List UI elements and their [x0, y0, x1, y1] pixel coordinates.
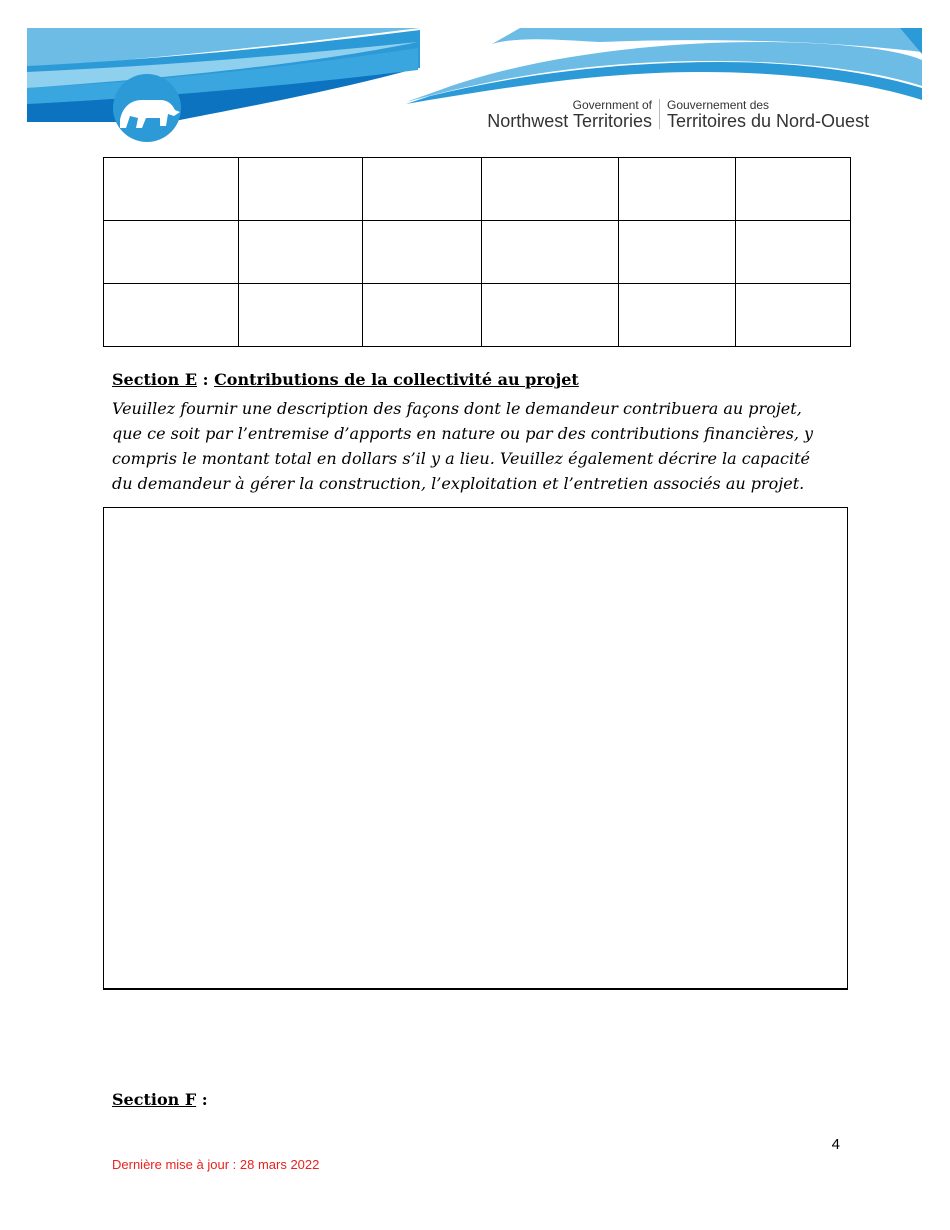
section-e-heading	[112, 370, 579, 389]
gov-en-small: Government of	[572, 98, 652, 112]
table-cell[interactable]	[482, 284, 619, 347]
gov-en-name: Northwest Territories	[487, 111, 652, 131]
table-cell[interactable]	[104, 158, 239, 221]
table-cell[interactable]	[619, 221, 736, 284]
table-cell[interactable]	[239, 284, 363, 347]
page-number: 4	[831, 1136, 840, 1153]
table-cell[interactable]	[104, 221, 239, 284]
table-cell[interactable]	[363, 221, 482, 284]
section-e-answer-box[interactable]	[103, 507, 848, 990]
table-cell[interactable]	[239, 221, 363, 284]
table-cell[interactable]	[736, 284, 851, 347]
gov-fr-name: Territoires du Nord-Ouest	[667, 111, 870, 131]
section-f-separator: :	[196, 1090, 208, 1109]
table-cell[interactable]	[363, 158, 482, 221]
section-e-separator: :	[197, 370, 215, 389]
section-e-instructions: Veuillez fournir une description des façons dont le demandeur contribuera au projet, que ce soit par l’entremise d’apports en nature ou par des contributions financières, y compris le montant total en dollars s’il y a lieu. Veuillez également décrire la capacité du demandeur à gérer la construction, l’exploitation et l’entretien associés au projet.	[112, 399, 814, 493]
section-f-heading	[112, 1090, 208, 1109]
table-cell[interactable]	[104, 284, 239, 347]
table-row	[104, 284, 851, 347]
section-e-title: Contributions de la collectivité au projet	[214, 370, 579, 389]
table-cell[interactable]	[619, 158, 736, 221]
header-divider	[659, 99, 660, 129]
table-cell[interactable]	[482, 158, 619, 221]
data-table	[103, 157, 851, 347]
table-cell[interactable]	[482, 221, 619, 284]
table-cell[interactable]	[736, 158, 851, 221]
section-e-label: Section E	[112, 370, 198, 389]
table-cell[interactable]	[363, 284, 482, 347]
table-cell[interactable]	[619, 284, 736, 347]
table-row	[104, 221, 851, 284]
gov-fr-small: Gouvernement des	[667, 98, 770, 112]
table-cell[interactable]	[736, 221, 851, 284]
footer-last-updated: Dernière mise à jour : 28 mars 2022	[112, 1157, 320, 1172]
section-f-label: Section F	[112, 1090, 197, 1109]
table-cell[interactable]	[239, 158, 363, 221]
table-row	[104, 158, 851, 221]
